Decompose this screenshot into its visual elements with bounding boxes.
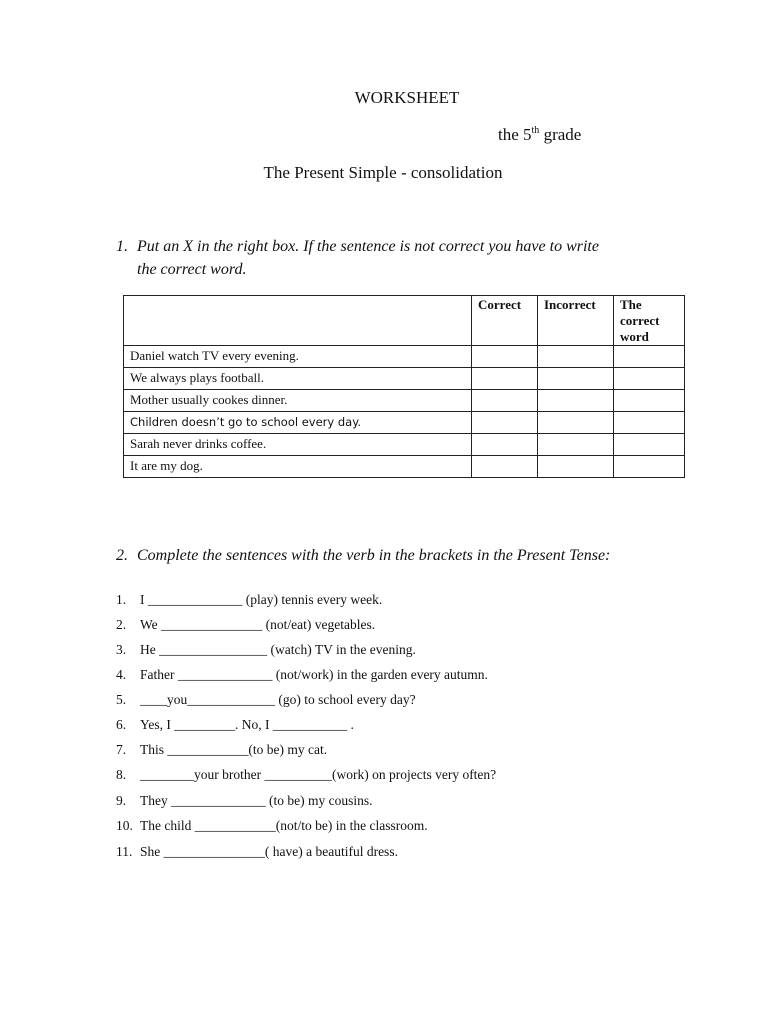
header-incorrect: Incorrect bbox=[538, 296, 614, 346]
item-number: 6. bbox=[116, 717, 127, 732]
table-row bbox=[124, 368, 685, 390]
item-number: 2. bbox=[116, 617, 127, 632]
item-text: I ______________ (play) tennis every week. bbox=[140, 592, 383, 607]
sentence-cell: Children doesn’t go to school every day. bbox=[124, 412, 472, 434]
item-number: 3. bbox=[116, 642, 127, 657]
item-number: 4. bbox=[116, 667, 127, 682]
item-number: 9. bbox=[116, 793, 127, 808]
item-number: 1. bbox=[116, 592, 127, 607]
exercise1-instruction-line1: Put an X in the right box. If the sentence is not correct you have to write bbox=[137, 238, 599, 255]
correct-box[interactable] bbox=[472, 434, 538, 456]
item-text: They ______________ (to be) my cousins. bbox=[140, 793, 373, 808]
table-header-row bbox=[124, 296, 685, 346]
exercise1-instruction-line2: the correct word. bbox=[137, 261, 247, 278]
table-row bbox=[124, 390, 685, 412]
header-sentence-cell bbox=[124, 296, 472, 346]
sentence-cell: It are my dog. bbox=[124, 456, 472, 478]
item-number: 8. bbox=[116, 767, 127, 782]
sentence-cell: We always plays football. bbox=[124, 368, 472, 390]
correct-box[interactable] bbox=[472, 456, 538, 478]
header-correct: Correct bbox=[472, 296, 538, 346]
exercise1-number: 1. bbox=[116, 238, 128, 255]
correct-word-box[interactable] bbox=[614, 390, 685, 412]
item-text: ________your brother __________(work) on projects very often? bbox=[140, 767, 497, 782]
sentence-cell: Sarah never drinks coffee. bbox=[124, 434, 472, 456]
exercise1-table bbox=[123, 295, 685, 478]
incorrect-box[interactable] bbox=[538, 412, 614, 434]
incorrect-box[interactable] bbox=[538, 346, 614, 368]
incorrect-box[interactable] bbox=[538, 368, 614, 390]
worksheet-title: WORKSHEET bbox=[354, 88, 460, 107]
correct-word-box[interactable] bbox=[614, 368, 685, 390]
exercise2-number: 2. bbox=[116, 547, 128, 564]
correct-box[interactable] bbox=[472, 390, 538, 412]
item-number: 5. bbox=[116, 692, 127, 707]
correct-word-box[interactable] bbox=[614, 456, 685, 478]
table-row bbox=[124, 346, 685, 368]
item-number: 11. bbox=[116, 844, 133, 859]
worksheet-subtitle: The Present Simple - consolidation bbox=[263, 163, 503, 182]
correct-box[interactable] bbox=[472, 368, 538, 390]
correct-box[interactable] bbox=[472, 346, 538, 368]
incorrect-box[interactable] bbox=[538, 390, 614, 412]
item-text: We _______________ (not/eat) vegetables. bbox=[140, 617, 376, 632]
item-number: 10. bbox=[116, 818, 133, 833]
item-text: Father ______________ (not/work) in the garden every autumn. bbox=[140, 667, 488, 682]
correct-word-box[interactable] bbox=[614, 434, 685, 456]
sentence-cell: Mother usually cookes dinner. bbox=[124, 390, 472, 412]
correct-word-box[interactable] bbox=[614, 412, 685, 434]
table-row bbox=[124, 434, 685, 456]
header-correct-word: The correct word bbox=[614, 296, 685, 346]
correct-box[interactable] bbox=[472, 412, 538, 434]
incorrect-box[interactable] bbox=[538, 456, 614, 478]
item-text: This ____________(to be) my cat. bbox=[140, 742, 328, 757]
item-text: ____you_____________ (go) to school every day? bbox=[140, 692, 416, 707]
sentence-cell: Daniel watch TV every evening. bbox=[124, 346, 472, 368]
item-number: 7. bbox=[116, 742, 127, 757]
table-row bbox=[124, 412, 685, 434]
correct-word-box[interactable] bbox=[614, 346, 685, 368]
item-text: He ________________ (watch) TV in the evening. bbox=[140, 642, 416, 657]
table-row bbox=[124, 456, 685, 478]
item-text: The child ____________(not/to be) in the classroom. bbox=[140, 818, 428, 833]
item-text: She _______________( have) a beautiful dress. bbox=[140, 844, 398, 859]
exercise2-instruction: Complete the sentences with the verb in the brackets in the Present Tense: bbox=[137, 547, 611, 564]
incorrect-box[interactable] bbox=[538, 434, 614, 456]
grade-label: the 5th grade bbox=[498, 125, 582, 144]
item-text: Yes, I _________. No, I ___________ . bbox=[140, 717, 354, 732]
